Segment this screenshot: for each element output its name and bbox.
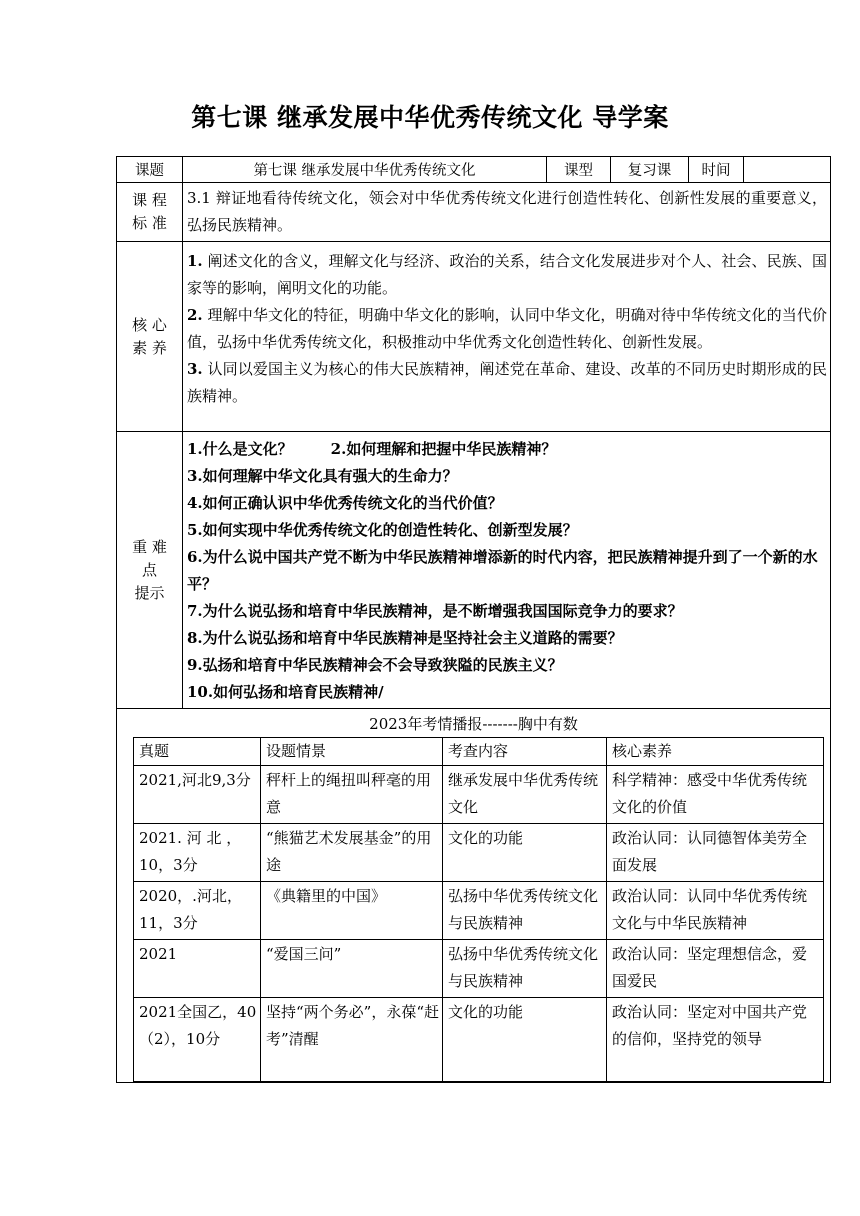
key-point-2: 2.如何理解和把握中华民族精神？ <box>330 440 557 458</box>
exam-cell: 政治认同：坚定对中国共产党的信仰，坚持党的领导 <box>607 998 824 1082</box>
key-point-item: 5.如何实现中华优秀传统文化的创造性转化、创新型发展？ <box>187 521 578 539</box>
literacy-item-number: 1. <box>187 252 203 270</box>
key-points-label-line2: 点 <box>141 560 157 579</box>
exam-cell: 文化的功能 <box>443 824 607 882</box>
exam-cell: 2021. 河 北 ，10，3分 <box>134 824 261 882</box>
exam-row-item <box>134 998 824 1082</box>
lesson-type-label: 课型 <box>547 157 611 183</box>
time-value <box>744 157 831 183</box>
time-label: 时间 <box>689 157 744 183</box>
key-point-item: 4.如何正确认识中华优秀传统文化的当代价值？ <box>187 494 503 512</box>
standard-label-line2: 标 准 <box>132 214 167 232</box>
literacy-item <box>187 302 827 356</box>
exam-cell: 2021,河北9,3分 <box>134 766 261 824</box>
literacy-item <box>187 356 827 410</box>
key-points-label <box>117 432 183 709</box>
literacy-item-text: 阐述文化的含义，理解文化与经济、政治的关系，结合文化发展进步对个人、社会、民族、国家等的影响，阐明文化的功能。 <box>187 252 827 297</box>
standard-text: 3.1 辩证地看待传统文化，领会对中华优秀传统文化进行创造性转化、创新性发展的重要意义，弘扬民族精神。 <box>183 183 831 242</box>
key-points-row <box>117 432 831 709</box>
key-point-item: 6.为什么说中国共产党不断为中华民族精神增添新的时代内容，把民族精神提升到了一个新的水平？ <box>187 548 818 593</box>
topic-row <box>117 157 831 183</box>
exam-header-cell: 真题 <box>134 738 261 766</box>
exam-header-cell: 考查内容 <box>443 738 607 766</box>
exam-header-cell: 设题情景 <box>261 738 443 766</box>
study-guide-table <box>116 156 831 1083</box>
literacy-row <box>117 242 831 432</box>
exam-cell: 坚持“两个务必”，永葆“赶考”清醒 <box>261 998 443 1082</box>
literacy-label-line2: 素 养 <box>132 338 167 357</box>
exam-header-row <box>134 738 824 766</box>
literacy-content <box>183 242 831 432</box>
exam-row-item <box>134 766 824 824</box>
key-points-label-line3: 提示 <box>134 583 165 602</box>
key-points-label-line1: 重 难 <box>132 537 167 556</box>
exam-header-cell: 核心素养 <box>607 738 824 766</box>
key-point-item: 7.为什么说弘扬和培育中华民族精神，是不断增强我国国际竞争力的要求？ <box>187 602 683 620</box>
key-point-item: 9.弘扬和培育中华民族精神会不会导致狭隘的民族主义？ <box>187 656 563 674</box>
exam-row <box>117 709 831 1083</box>
exam-cell: 科学精神：感受中华优秀传统文化的价值 <box>607 766 824 824</box>
literacy-label-line1: 核 心 <box>132 315 167 334</box>
exam-cell: 《典籍里的中国》 <box>261 882 443 940</box>
literacy-label <box>117 242 183 432</box>
key-points-content <box>183 432 831 709</box>
topic-label: 课题 <box>117 157 183 183</box>
lesson-type-value: 复习课 <box>611 157 689 183</box>
standard-label <box>117 183 183 242</box>
exam-row-item <box>134 824 824 882</box>
exam-cell: 政治认同：认同中华优秀传统文化与中华民族精神 <box>607 882 824 940</box>
exam-table <box>133 737 824 1082</box>
exam-cell: 秤杆上的绳扭叫秤毫的用意 <box>261 766 443 824</box>
exam-cell: 政治认同：认同德智体美劳全面发展 <box>607 824 824 882</box>
key-point-item: 10.如何弘扬和培育民族精神/ <box>187 683 384 701</box>
exam-cell: 2020，.河北，11，3分 <box>134 882 261 940</box>
exam-cell: 弘扬中华优秀传统文化与民族精神 <box>443 940 607 998</box>
exam-cell: “熊猫艺术发展基金”的用途 <box>261 824 443 882</box>
exam-cell: 政治认同：坚定理想信念，爱国爱民 <box>607 940 824 998</box>
literacy-item-number: 2. <box>187 306 203 324</box>
key-point-item: 8.为什么说弘扬和培育中华民族精神是坚持社会主义道路的需要？ <box>187 629 623 647</box>
exam-cell: “爱国三问” <box>261 940 443 998</box>
exam-cell: 2021全国乙，40（2），10分 <box>134 998 261 1082</box>
exam-cell: 2021 <box>134 940 261 998</box>
exam-row-item <box>134 882 824 940</box>
page-title: 第七课 继承发展中华优秀传统文化 导学案 <box>191 103 669 132</box>
literacy-item-number: 3. <box>187 360 203 378</box>
exam-row-item <box>134 940 824 998</box>
literacy-item <box>187 248 827 302</box>
topic-value: 第七课 继承发展中华优秀传统文化 <box>183 157 547 183</box>
literacy-item-text: 理解中华文化的特征，明确中华文化的影响，认同中华文化，明确对待中华传统文化的当代价值，弘扬中华优秀传统文化，积极推动中华优秀文化创造性转化、创新性发展。 <box>187 306 827 351</box>
exam-cell: 继承发展中华优秀传统文化 <box>443 766 607 824</box>
exam-cell: 文化的功能 <box>443 998 607 1082</box>
key-point-item: 3.如何理解中华文化具有强大的生命力？ <box>187 467 458 485</box>
exam-cell: 弘扬中华优秀传统文化与民族精神 <box>443 882 607 940</box>
standard-label-line1: 课 程 <box>132 191 167 209</box>
standard-row <box>117 183 831 242</box>
exam-section <box>117 709 831 1083</box>
key-point-1: 1.什么是文化？ <box>187 440 293 458</box>
key-point-item <box>187 436 827 463</box>
exam-title: 2023年考情播报-------胸中有数 <box>369 715 578 733</box>
literacy-item-text: 认同以爱国主义为核心的伟大民族精神，阐述党在革命、建设、改革的不同历史时期形成的民族精神。 <box>187 360 827 405</box>
